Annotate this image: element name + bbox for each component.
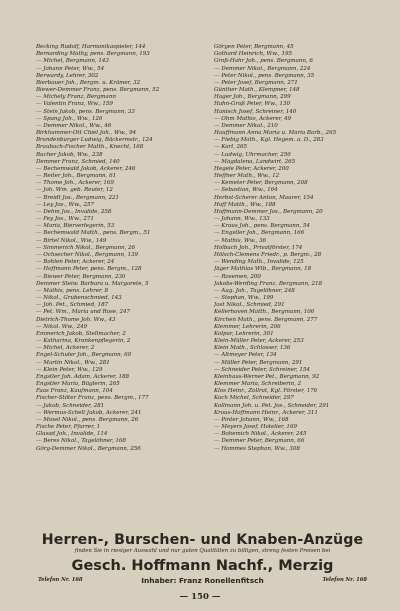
directory-entry: Hahn-Groß Peter, Ww., 130 [214, 101, 290, 108]
directory-entry: — Mathis, pens. Lehrer, 8 [36, 287, 108, 294]
directory-entry: Klemmer, Lehrerin, 206 [214, 323, 281, 330]
directory-entry: Biewer-Demmer Franz, pens. Bergmann, 52 [36, 87, 160, 94]
ad-bottom-line [30, 576, 375, 586]
directory-entry: — Bohemich Nikol., Ackerer, 245 [214, 431, 307, 438]
directory-entry: Holbach Joh., Privatförster, 174 [214, 244, 303, 251]
directory-entry: — Müller Peter, Bergmann, 291 [214, 359, 303, 366]
directory-entry: Emmerich Jakob, Stellmacher, 2 [36, 330, 126, 337]
directory-entry: — Beres Nikol., Tagelöhner, 168 [36, 438, 126, 445]
directory-entry: Hoffmann-Demmer Jos., Bergmann, 20 [214, 208, 323, 215]
directory-entry: — Valentin Franz, Ww., 159 [36, 101, 113, 108]
directory-entry: Klos Heinr., Zollrat, Kgl. Förster, 176 [214, 388, 318, 395]
directory-entry: Brandenburger Ludwig, Bäckermstr., 124 [36, 137, 153, 144]
directory-entry: — Rosemen, 200 [214, 273, 261, 280]
ad-company: Gesch. Hoffmann Nachf., Merzig [71, 558, 334, 574]
directory-entry: — Spang Joh., Ww., 126 [36, 115, 103, 122]
directory-entry: Jost Nikol., Schmied, 291 [214, 302, 285, 309]
directory-entry: Engstler Maria, Büglerin, 265 [36, 381, 120, 388]
directory-entry: — Fiebig Math., Kgl. Hegem. a. D., 283 [214, 137, 324, 144]
directory-entry: Faas Franz, Kaufmann, 104 [36, 388, 113, 395]
directory-entry: Engel-Schuler Joh., Bergmann, 69 [36, 352, 132, 359]
ad-phone-left: Telefon Nr. 168 [38, 577, 83, 583]
directory-entry: Görg-Demmer Nikol., Bergmann, 256 [36, 445, 141, 452]
directory-entry: — Schneider Peter, Schreiner, 154 [214, 366, 310, 373]
directory-entry: — Breidt Jos., Bergmann, 221 [36, 194, 120, 201]
directory-entry: Braubach-Fischer Matth., Knecht, 168 [36, 144, 144, 151]
directory-entry: — Wermus-Schell Jakob, Ackerer, 241 [36, 409, 142, 416]
directory-entry: — Nikol., Grubenschmied, 143 [36, 295, 122, 302]
directory-entry: — Aug. Joh., Tagelöhner, 248 [214, 287, 295, 294]
directory-entry: — Hommes Stephan, Ww., 308 [214, 445, 300, 452]
directory-entry: Dietrich-Thome Joh. Ww., 43 [36, 316, 116, 323]
page-number: — 150 — [179, 592, 221, 602]
directory-entry: Hauffmann Anna Maria u. Maria Barb., 265 [214, 130, 337, 137]
directory-entry: — Birtel Nikol., Ww., 149 [36, 237, 107, 244]
directory-entry: Fische Peter, Pfarrer, 1 [36, 424, 101, 431]
directory-entry: Fischer-Stöter Franz, pens. Bergm., 177 [36, 395, 149, 402]
left-column [36, 44, 212, 453]
directory-entry: — Johann, Ww., 133 [214, 216, 270, 223]
directory-entry: — Ley Jos., Ww., 257 [36, 201, 95, 208]
directory-entry: — Thome Joh., Ackerer, 169 [36, 180, 114, 187]
directory-entry: Bucher Jakob, Ww., 238 [36, 151, 103, 158]
directory-entry: Kleinhaus-Werner Pet., Bergmann, 92 [214, 373, 320, 380]
directory-entry: Heffner Math., Ww., 12 [214, 173, 280, 180]
directory-entry: Kollmann Joh. u. Pet. Jos., Schneider, 291 [214, 402, 330, 409]
directory-entry: — Michel, Bergmann, 143 [36, 58, 109, 65]
directory-entry: Hoff Matth., Ww., 188 [214, 201, 276, 208]
directory-entry: — Maria, Bierverlegerin, 53 [36, 223, 115, 230]
directory-entry: — Kraus Joh., pens. Bergmann, 54 [214, 223, 310, 230]
directory-entry: — Kemeter Peter, Bergmann, 208 [214, 180, 308, 187]
directory-entry: — Demmer Peter, Bergmann, 66 [214, 438, 305, 445]
directory-entry: — Katharina, Krankenpflegerin, 2 [36, 338, 131, 345]
directory-entry: — Klein Peter, Ww., 129 [36, 366, 103, 373]
ad-phone-right: Telefon Nr. 168 [322, 577, 367, 583]
directory-entry: — Ochsecher Nikol., Bergmann, 139 [36, 251, 139, 258]
directory-entry: Koch Michel, Schneider, 297 [214, 395, 294, 402]
directory-entry: — Peter Josef, Bergmann, 271 [214, 79, 298, 86]
directory-entry: — Dehm Jos., Invalide, 258 [36, 208, 112, 215]
directory-entry: — Biewer Peter, Bergmann, 230 [36, 273, 126, 280]
directory-entry: — Demmer Nikol., 210 [214, 122, 278, 129]
directory-entry: — Johann Peter, Ww., 54 [36, 65, 105, 72]
directory-entry: — Stephan, Ww., 199 [214, 295, 274, 302]
directory-entry: — Demmer Nikol., Ww., 46 [36, 122, 112, 129]
directory-entry: Groß-Hahr Joh., pens. Bergmann, 6 [214, 58, 313, 65]
directory-entry: Klemmer Maria, Schreiberin, 2 [214, 381, 302, 388]
directory-entry: Klein Math., Schlosser, 136 [214, 345, 291, 352]
directory-entry: — Joh. Wm. geb. Reuter, 12 [36, 187, 113, 194]
directory-entry: Jakobs-Werding Franz, Bergmann, 218 [214, 280, 322, 287]
directory-entry: — Wending Math., Invalide, 125 [214, 259, 304, 266]
directory-entry: — Demmer Nikol., Bergmann, 224 [214, 65, 311, 72]
directory-entry: Gothard Heinrich, Ww., 195 [214, 51, 292, 58]
directory-entry: — Martin Nikol., Ww., 281 [36, 359, 110, 366]
directory-entry: — Fey Jos., Ww., 271 [36, 216, 94, 223]
directory-entry: Glasad Joh., Invalide, 114 [36, 431, 108, 438]
directory-entry: — Ohm Mathis, Ackerer, 49 [214, 115, 292, 122]
directory-entry: — Hoffmann Peter, pens. Bergm., 128 [36, 266, 142, 273]
directory-entry: Berwardy, Lehrer, 302 [36, 72, 99, 79]
directory-entry: Hölsch-Clemens Friedr., p. Bergm., 28 [214, 251, 322, 258]
directory-entry: Birkhammer-Ott Chiel Joh., Ww., 94 [36, 130, 136, 137]
directory-entry: — Jakob, Schneider, 281 [36, 402, 105, 409]
directory-entry: Bernarding Mathy, pens. Bergmann, 193 [36, 51, 150, 58]
directory-entry: — Bohlen Peter, Ackerer, 24 [36, 259, 115, 266]
directory-entry: Kraus-Hoffmann Heinr., Ackerer, 311 [214, 409, 318, 416]
directory-entry: — Bechemwald Matth., pens. Bergm., 51 [36, 230, 151, 237]
directory-entry: — Pinter Johann, Ww., 168 [214, 416, 289, 423]
ad-subline: finden Sie in riesiger Auswahl und nur guten Qualitäten zu billigen, streng festen Preisen bei [74, 548, 331, 554]
directory-entry: — Magdalena, Landwirt, 265 [214, 158, 296, 165]
directory-entry: — Engstler Joh., Bergmann, 166 [214, 230, 305, 237]
directory-entry: — Nikol. Ww., 249 [36, 323, 88, 330]
directory-entry: — Sebastian, Ww., 164 [214, 187, 278, 194]
directory-entry: — Mosel Nikol., pens. Bergmann, 26 [36, 416, 139, 423]
directory-entry: Demmer Steiw. Barbara u. Margarete, 5 [36, 280, 149, 287]
directory-entry: — Mathis, Ww., 36 [214, 237, 266, 244]
directory-entry: — Michel, Ackerer, 2 [36, 345, 95, 352]
directory-entry: — Bechemwald Jakob, Ackerer, 246 [36, 165, 136, 172]
directory-entry: Günther Math., Klempner, 148 [214, 87, 300, 94]
directory-entry: Klein-Müller Peter, Ackerer, 253 [214, 338, 304, 345]
directory-entry: — Michely Franz, Bergmann [36, 94, 116, 101]
directory-entry: Görgen Peter, Bergmann, 45 [214, 44, 294, 50]
directory-entry: Kellerhoven Matth., Bergmann, 106 [214, 309, 315, 316]
directory-entry: — Ludwig, Uhrmacher, 256 [214, 151, 291, 158]
directory-entry: Hager Joh., Bergmann, 299 [214, 94, 291, 101]
directory-entry: — Peter Nikol., pens. Bergmann, 35 [214, 72, 315, 79]
advertisement [30, 532, 375, 586]
ad-headline: Herren-, Burschen- und Knaben-Anzüge [41, 532, 364, 548]
directory-entry: Hanisch Josef, Schreiner, 140 [214, 108, 297, 115]
directory-entry: — Reiter Joh., Bergmann, 61 [36, 173, 117, 180]
directory-entry: — Karl, 265 [214, 144, 248, 151]
directory-entry: Bierbauer Joh., Bergm. u. Krämer, 32 [36, 79, 141, 86]
directory-entry: Jäger Mathias Wtb., Bergmann, 18 [214, 266, 312, 273]
directory-entry: Kolpar, Lehrerin, 301 [214, 330, 274, 337]
directory-entry: — Simmerich Nikol., Bergmann, 26 [36, 244, 136, 251]
directory-entry: Kirchen Math., pens. Bergmann, 277 [214, 316, 318, 323]
directory-entry: Demmer Franz, Schmied, 140 [36, 158, 120, 165]
directory-entry: — Meyers Josef, Hotelier, 169 [214, 424, 297, 431]
ad-owner: Inhaber: Franz Ronellenfitsch [141, 576, 264, 585]
directory-entry: — Altmeyer Peter, 134 [214, 352, 277, 359]
directory-entry: Engstler Joh. Adam, Ackerer, 188 [36, 373, 130, 380]
directory-entry: Becking Rudolf, Harmonikaspieler, 144 [36, 44, 146, 50]
directory-entry: — Joh. Pet., Schmied, 187 [36, 302, 109, 309]
directory-entry: Herbst-Scherer Anton, Maurer, 154 [214, 194, 314, 201]
right-column [214, 44, 390, 453]
directory-entry: — Stein Jakob, pens. Bergmann, 33 [36, 108, 135, 115]
directory-entry: Hegele Peter, Ackerer, 200 [214, 165, 289, 172]
directory-entry: — Pet. Wm., Maria und Rose, 247 [36, 309, 131, 316]
